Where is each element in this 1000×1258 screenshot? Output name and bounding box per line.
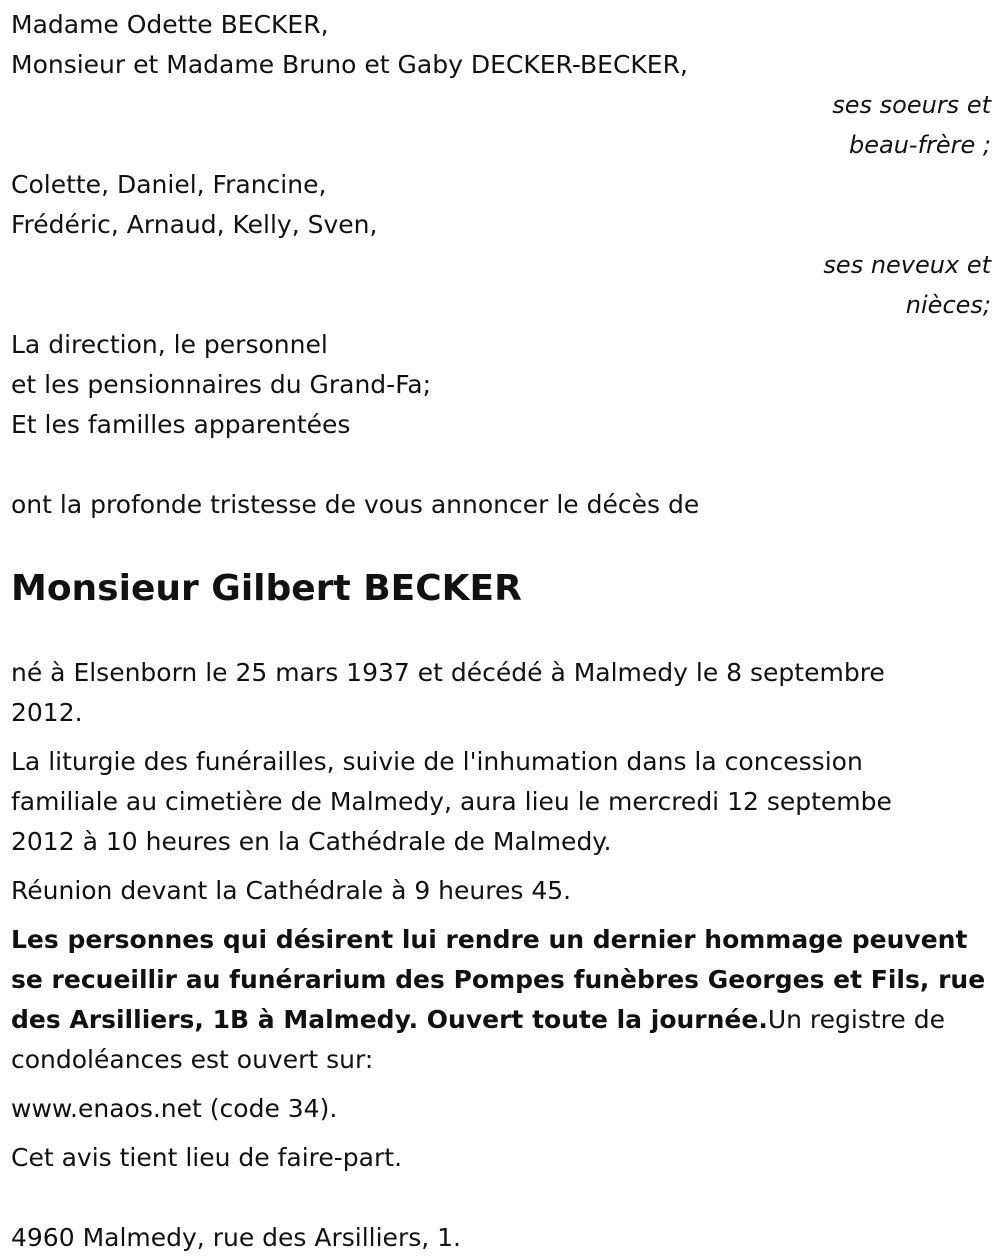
homage-paragraph	[11, 920, 991, 1080]
role-sisters-line2: beau-frère ;	[848, 131, 991, 159]
funeral-line1: La liturgie des funérailles, suivie de l'inhumation dans la concession	[11, 747, 863, 776]
deceased-name: Monsieur Gilbert BECKER	[11, 568, 522, 609]
announcement-text: ont la profonde tristesse de vous annoncer le décès de	[11, 490, 700, 519]
birth-death-paragraph	[11, 653, 991, 733]
homage-line3-regular: Un registre de	[767, 1005, 945, 1034]
address-text: 4960 Malmedy, rue des Arsilliers, 1.	[11, 1223, 461, 1252]
meeting-text: Réunion devant la Cathédrale à 9 heures 45.	[11, 876, 572, 905]
notice-text: Cet avis tient lieu de faire-part.	[11, 1143, 403, 1172]
website-text: www.enaos.net (code 34).	[11, 1094, 338, 1123]
homage-line1: Les personnes qui désirent lui rendre un dernier hommage peuvent	[11, 925, 968, 954]
family-line-relatives: Et les familles apparentées	[11, 410, 351, 439]
family-line-direction: La direction, le personnel	[11, 330, 328, 359]
family-section	[11, 5, 991, 445]
funeral-line3: 2012 à 10 heures en la Cathédrale de Malmedy.	[11, 827, 612, 856]
role-nephews-line1: ses neveux et	[823, 251, 991, 279]
family-line-residents: et les pensionnaires du Grand-Fa;	[11, 370, 432, 399]
obituary-document	[11, 5, 991, 1258]
homage-line3	[11, 1000, 991, 1040]
birth-death-line1: né à Elsenborn le 25 mars 1937 et décédé à Malmedy le 8 septembre	[11, 658, 885, 687]
family-line-odette: Madame Odette BECKER,	[11, 10, 329, 39]
role-nephews-line2: nièces;	[905, 291, 991, 319]
family-line-decker-becker: Monsieur et Madame Bruno et Gaby DECKER-BECKER,	[11, 50, 688, 79]
role-sisters-line1: ses soeurs et	[832, 91, 991, 119]
homage-line3-bold: des Arsilliers, 1B à Malmedy. Ouvert toute la journée.	[11, 1005, 768, 1034]
homage-line2: se recueillir au funérarium des Pompes funèbres Georges et Fils, rue	[11, 965, 986, 994]
birth-death-line2: 2012.	[11, 698, 83, 727]
family-line-nephews-2: Frédéric, Arnaud, Kelly, Sven,	[11, 210, 378, 239]
funeral-paragraph	[11, 742, 991, 862]
family-line-nephews-1: Colette, Daniel, Francine,	[11, 170, 327, 199]
homage-line4: condoléances est ouvert sur:	[11, 1045, 374, 1074]
funeral-line2: familiale au cimetière de Malmedy, aura lieu le mercredi 12 septembe	[11, 787, 892, 816]
